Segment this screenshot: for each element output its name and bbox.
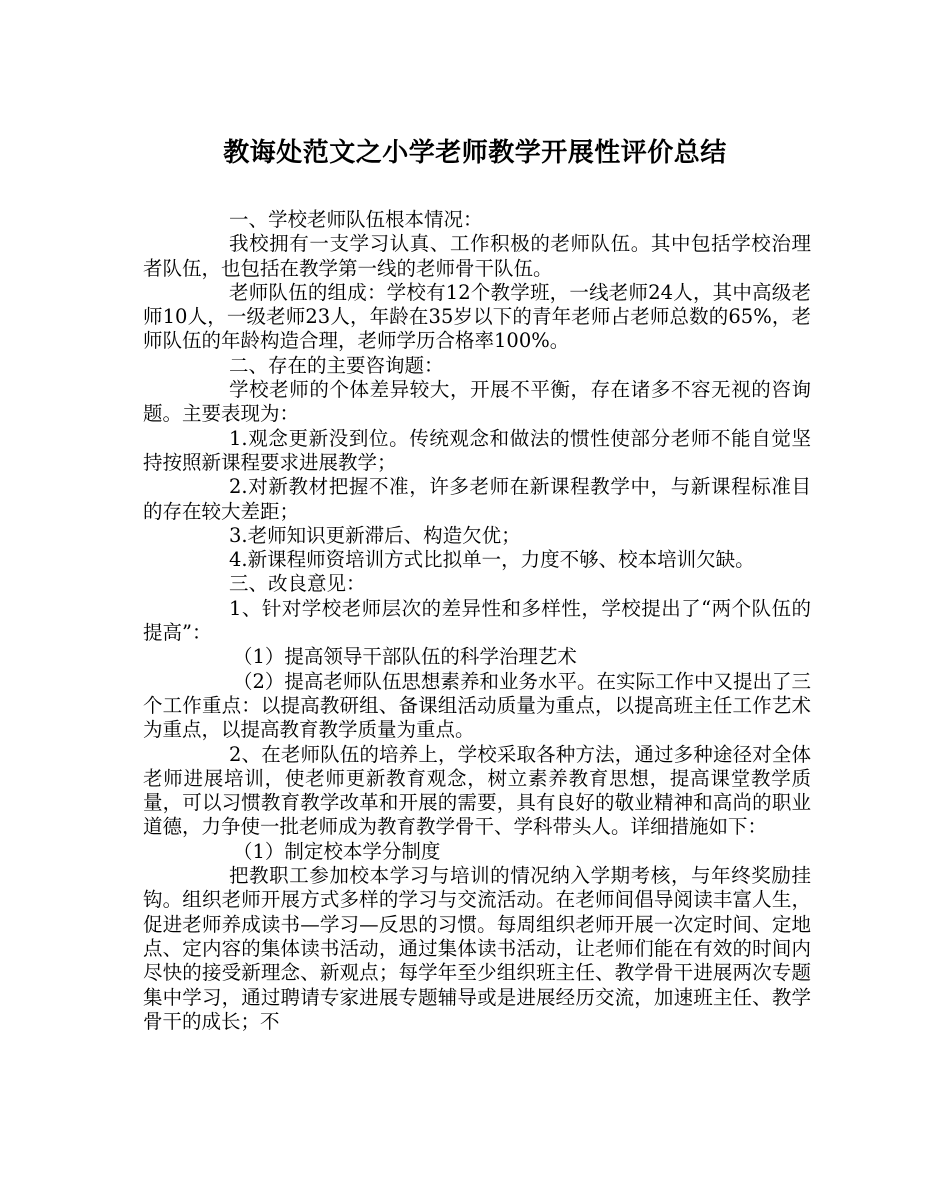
sub-item: （1）制定校本学分制度: [233, 839, 441, 863]
section-heading-1: 一、学校老师队伍根本情况：: [229, 208, 483, 231]
paragraph: 1、针对学校老师层次的差异性和多样性，学校提出了“两个队伍的提高”：: [143, 596, 811, 645]
sub-item: （1）提高领导干部队伍的科学治理艺术: [233, 645, 577, 669]
paragraph: 我校拥有一支学习认真、工作积极的老师队伍。其中包括学校治理者队伍，也包括在教学第一线的老师骨干队伍。: [143, 232, 811, 280]
list-item: 1.观念更新没到位。传统观念和做法的惯性使部分老师不能自觉坚持按照新课程要求进展教学；: [143, 426, 811, 474]
paragraph: 2、在老师队伍的培养上，学校采取各种方法，通过多种途径对全体老师进展培训，使老师更新教育观念，树立素养教育思想，提高课堂教学质量，可以习惯教育教学改革和开展的需要，具有良好的敬业精神和高尚的职业道德，力争使一批老师成为教育教学骨干、学科带头人。详细措施如下：: [143, 742, 811, 839]
paragraph: 老师队伍的组成：学校有12个教学班，一线老师24人，其中高级老师10人，一级老师23人，年龄在35岁以下的青年老师占老师总数的65%，老师队伍的年龄构造合理，老师学历合格率100%。: [143, 280, 811, 353]
paragraph: 学校老师的个体差异较大，开展不平衡，存在诸多不容无视的咨询题。主要表现为：: [143, 378, 811, 426]
section-heading-2: 二、存在的主要咨询题：: [229, 353, 444, 377]
sub-item: （2）提高老师队伍思想素养和业务水平。在实际工作中又提出了三个工作重点：以提高教研组、备课组活动质量为重点，以提高班主任工作艺术为重点，以提高教育教学质量为重点。: [143, 669, 811, 742]
list-item: 4.新课程师资培训方式比拟单一，力度不够、校本培训欠缺。: [229, 548, 755, 572]
list-item: 3.老师知识更新滞后、构造欠优；: [229, 523, 521, 547]
paragraph: 把教职工参加校本学习与培训的情况纳入学期考核，与年终奖励挂钩。组织老师开展方式多样的学习与交流活动。在老师间倡导阅读丰富人生，促进老师养成读书—学习—反思的习惯。每周组织老师开展一次定时间、定地点、定内容的集体读书活动，通过集体读书活动，让老师们能在有效的时间内尽快的接受新理念、新观点；每学年至少组织班主任、教学骨干进展两次专题集中学习，通过聘请专家进展专题辅导或是进展经历交流，加速班主任、教学骨干的成长；不: [143, 864, 811, 1033]
list-item: 2.对新教材把握不准，许多老师在新课程教学中，与新课程标准目的存在较大差距；: [143, 475, 811, 523]
document-title: 教诲处范文之小学老师教学开展性评价总结: [223, 138, 727, 168]
section-heading-3: 三、改良意见：: [229, 572, 366, 596]
document-body: [143, 208, 811, 1034]
